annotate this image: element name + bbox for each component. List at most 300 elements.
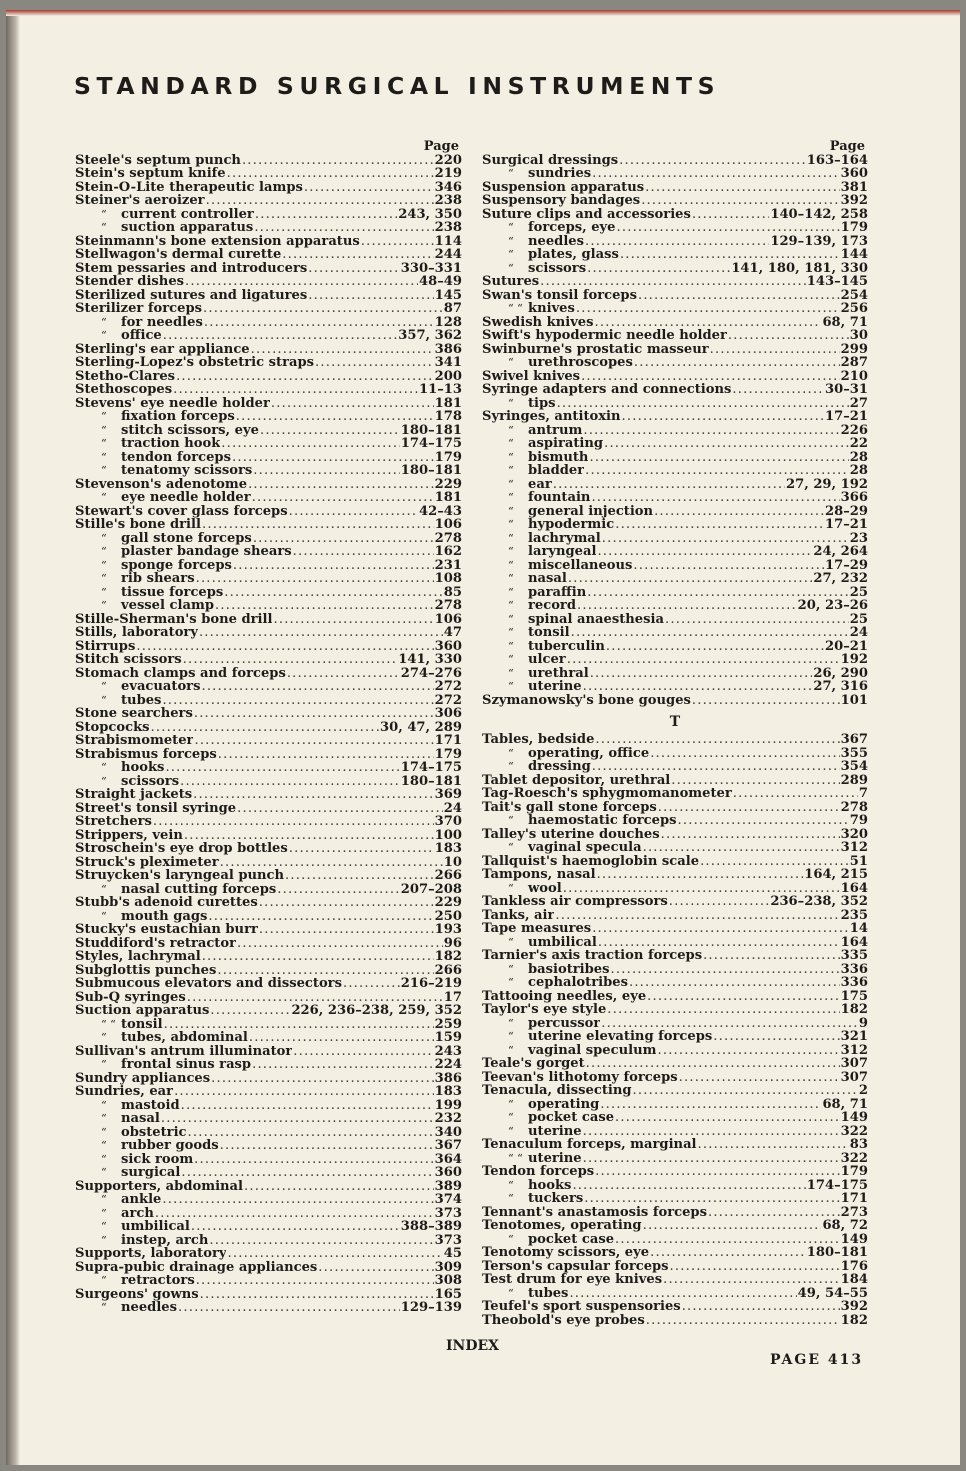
entry-page-number: 374 [434,1192,462,1207]
entry-page-number: 164, 215 [804,867,868,882]
entry-page-number: 210 [840,368,868,384]
dot-leader [304,181,434,195]
entry-text: Tennant's anastamosis forceps [482,1205,707,1219]
index-entry [482,167,868,181]
index-entry [482,1287,868,1301]
entry-label [482,868,596,882]
entry-page-number: 25 [849,611,868,627]
index-entry [75,1247,462,1261]
dot-leader [176,370,434,384]
dot-leader [568,572,812,586]
ditto-mark: “ [101,423,107,437]
index-entry [482,922,868,936]
entry-text: vaginal speculum [528,1043,657,1057]
index-entry [75,221,462,235]
entry-label [75,248,281,262]
entry-page-number: 306 [434,706,462,721]
entry-page-number: 17–29 [825,557,868,573]
dot-leader [567,653,840,667]
entry-label [482,410,621,424]
index-entry [75,356,462,370]
index-entry [75,748,462,762]
dot-leader [208,910,433,924]
entry-label [482,1003,606,1017]
ditto-mark: “ [508,760,514,773]
entry-text: gall stone forceps [121,531,252,545]
entry-label [482,383,731,397]
entry-text: frontal sinus rasp [121,1058,252,1072]
index-entry [482,289,868,303]
ditto-mark: “ [101,1206,107,1220]
dot-leader [710,343,840,357]
index-entry [482,586,868,600]
entry-label [482,1071,678,1085]
index-entry [75,694,462,708]
ditto-mark: “ [508,518,514,531]
dot-leader [232,451,434,465]
index-entry [75,235,462,249]
entry-label [75,1031,248,1045]
entry-label [75,923,258,937]
index-entry [75,680,462,694]
entry-page-number: 17 [443,989,462,1005]
entry-text: Stomach clamps and forceps [75,666,286,680]
entry-label [75,329,162,343]
entry-label [75,1261,317,1275]
entry-page-number: 176 [840,1258,868,1274]
ditto-mark: “ [508,639,514,653]
index-entry [482,1017,868,1031]
dot-leader [581,370,840,384]
entry-text: percussor [528,1016,601,1030]
entry-page-number: 226 [840,422,868,438]
entry-text: Tenaculum forceps, marginal [482,1138,697,1152]
book-spine-shadow [6,10,20,1465]
dot-leader [249,1031,434,1045]
entry-page-number: 159 [434,1030,462,1045]
index-entry [482,235,868,249]
entry-text: Stroschein's eye drop bottles [75,842,288,856]
ditto-mark: “ [101,1193,107,1206]
entry-page-number: 367 [434,1138,462,1153]
entry-label [482,1057,585,1071]
entry-label [75,289,307,303]
index-entry [482,1165,868,1179]
dot-leader [615,1111,840,1125]
entry-page-number: 174–175 [400,760,462,775]
entry-text: Steele's septum punch [75,153,241,167]
index-page [6,10,960,1465]
index-entry [75,1180,462,1194]
dot-leader [293,545,434,559]
entry-text: operating [528,1097,600,1111]
dot-leader [540,275,806,289]
entry-text: Tenacula, dissecting [482,1084,632,1098]
entry-text: office [121,329,162,343]
ditto-mark: “ [101,585,107,599]
entry-label [75,1193,161,1207]
entry-page-number: 200 [434,368,462,384]
entry-page-number: 79 [849,813,868,828]
entry-page-number: 174–175 [400,436,462,451]
dot-leader [163,329,397,343]
entry-text: uterine [528,1151,582,1165]
entry-page-number: 183 [434,1084,462,1099]
entry-page-number: 216–219 [400,976,462,991]
entry-label [482,505,653,519]
entry-label [482,275,539,289]
entry-label [75,707,193,721]
dot-leader [251,343,434,357]
dot-leader [153,815,434,829]
footer-page-number: PAGE 413 [770,1352,864,1368]
entry-page-number: 244 [434,247,462,262]
index-entry [75,437,462,451]
entry-text: Stevenson's adenotome [75,477,248,491]
entry-label [482,397,556,411]
dot-leader [600,1098,821,1112]
ditto-mark: “ [508,653,514,666]
entry-text: cephalotribes [528,976,628,990]
index-entry [75,586,462,600]
entry-page-number: 254 [840,287,868,303]
index-entry [75,788,462,802]
index-entry [75,599,462,613]
entry-text: rubber goods [121,1139,219,1153]
index-entry [482,532,868,546]
entry-label [482,1206,707,1220]
entry-text: suction apparatus [121,221,254,235]
entry-page-number: 299 [840,341,868,357]
entry-page-number: 355 [840,745,868,761]
entry-page-number: 360 [840,166,868,181]
entry-text: lachrymal [528,531,601,545]
entry-text: arch [121,1206,154,1220]
ditto-mark: “ [101,558,107,572]
entry-text: vaginal specula [528,841,642,855]
entry-text: scissors [121,774,180,788]
entry-page-number: 336 [840,961,868,977]
left-index-column [75,140,462,1315]
entry-label [75,478,247,492]
index-entry [482,1192,868,1206]
entry-text: for needles [121,315,203,329]
entry-text: bladder [528,464,585,478]
ditto-mark: “ [508,666,514,680]
entry-text: bismuth [528,450,589,464]
index-entry [482,1044,868,1058]
entry-page-number: 143–145 [806,274,868,289]
entry-label [75,842,288,856]
entry-label [482,478,552,492]
entry-page-number: 346 [434,179,462,195]
entry-text: Tenotomy scissors, eye [482,1246,650,1260]
entry-label [75,316,203,330]
dot-leader [201,680,433,694]
entry-page-number: 68, 71 [822,314,868,330]
entry-text: Stitch scissors [75,653,182,667]
entry-text: umbilical [528,935,597,949]
dot-leader [646,1314,840,1328]
entry-page-number: 68, 72 [822,1218,868,1233]
entry-text: paraffin [528,585,587,599]
entry-label [482,343,709,357]
entry-text: Tape measures [482,922,592,936]
entry-label [482,1098,599,1112]
entry-label [75,1112,160,1126]
index-entry [75,1085,462,1099]
dot-leader [308,262,400,276]
dot-leader [654,505,824,519]
ditto-mark: “ [101,315,107,329]
entry-page-number: 179 [434,449,462,465]
ditto-mark: “ [101,1058,107,1071]
entry-label [75,1301,177,1315]
dot-leader [202,950,434,964]
ditto-mark: “ [508,545,514,558]
entry-label [75,1274,195,1288]
entry-page-number: 236–238, 352 [770,894,868,909]
right-entry-list-s [482,154,868,708]
dot-leader [227,167,434,181]
index-entry [75,1234,462,1248]
index-entry [482,760,868,774]
dot-leader [638,289,840,303]
dot-leader [661,828,840,842]
dot-leader [679,1071,840,1085]
page-top-edge [6,10,960,16]
entry-label [482,747,649,761]
ditto-mark: “ [101,1166,107,1179]
dot-leader [692,694,840,708]
entry-text: knives [528,302,575,316]
dot-leader [285,869,434,883]
entry-text: Tallquist's haemoglobin scale [482,854,700,868]
index-entry [75,1193,462,1207]
entry-page-number: 47 [443,625,462,640]
dot-leader [650,747,839,761]
dot-leader [194,1153,433,1167]
entry-label [482,814,676,828]
entry-label [482,532,601,546]
entry-page-number: 164 [840,934,868,950]
index-entry [482,181,868,195]
index-entry [75,1288,462,1302]
entry-page-number: 229 [434,476,462,492]
index-entry [482,733,868,747]
entry-label [482,235,584,249]
entry-label [482,613,664,627]
entry-page-number: 330–331 [400,260,462,276]
dot-leader [200,1288,434,1302]
dot-leader [733,787,858,801]
entry-label [482,1111,614,1125]
index-entry [75,1031,462,1045]
index-entry [482,855,868,869]
entry-text: sundries [528,167,592,181]
entry-text: Teale's gorget [482,1057,585,1071]
dot-leader [253,532,434,546]
dot-leader [569,1287,796,1301]
dot-leader [248,478,434,492]
entry-text: uterine elevating forceps [528,1030,713,1044]
left-entry-list [75,154,462,1315]
entry-text: Swivel knives [482,369,581,383]
entry-label [482,667,589,681]
entry-label [75,586,223,600]
dot-leader [254,221,433,235]
index-entry [75,1045,462,1059]
index-entry [75,1099,462,1113]
entry-page-number: 183 [434,841,462,856]
index-entry [75,937,462,951]
index-entry [75,424,462,438]
dot-leader [196,572,434,586]
dot-leader [178,1301,400,1315]
entry-label [75,194,205,208]
entry-label [75,977,342,991]
entry-text: Tattooing needles, eye [482,989,647,1003]
dot-leader [185,275,418,289]
entry-label [75,1288,199,1302]
index-entry [482,1125,868,1139]
ditto-mark: “ [101,693,107,707]
ditto-mark: “ [508,464,514,477]
ditto-mark: “ [508,612,514,626]
index-entry [75,977,462,991]
ditto-mark: “ [101,450,107,464]
entry-text: sick room [121,1152,194,1166]
dot-leader [587,586,849,600]
entry-text: Swedish knives [482,315,594,329]
index-entry [75,1166,462,1180]
index-entry [482,1246,868,1260]
entry-text: tubes, abdominal [121,1031,248,1045]
entry-label [482,855,699,869]
entry-text: Sterling's ear appliance [75,342,250,356]
entry-text: spinal anaesthesia [528,612,664,626]
index-entry [482,680,868,694]
ditto-mark: “ [508,504,514,518]
entry-text: mastoid [121,1098,180,1112]
entry-label [482,262,586,276]
entry-page-number: 28–29 [825,503,868,519]
entry-page-number: 179 [434,746,462,762]
index-entry [482,1260,868,1274]
entry-text: Suction apparatus [75,1004,210,1018]
entry-page-number: 14 [849,921,868,936]
dot-leader [585,235,769,249]
index-entry [75,815,462,829]
entry-label [75,856,219,870]
dot-leader [583,1152,840,1166]
index-entry [75,194,462,208]
dot-leader [220,856,443,870]
entry-label [482,1152,582,1166]
index-entry [75,478,462,492]
entry-text: Szymanowsky's bone gouges [482,693,691,707]
entry-text: plaster bandage shears [121,545,292,559]
entry-text: Sundry appliances [75,1071,211,1085]
entry-text: fixation forceps [121,410,235,424]
dot-leader [583,424,839,438]
entry-page-number: 386 [434,1070,462,1086]
entry-page-number: 235 [840,907,868,923]
index-entry [75,653,462,667]
entry-page-number: 108 [434,571,462,586]
index-entry [482,653,868,667]
index-entry [482,437,868,451]
dot-leader [557,397,849,411]
entry-text: Tarnier's axis traction forceps [482,949,703,963]
entry-text: ear [528,477,552,491]
entry-page-number: 388–389 [400,1219,462,1234]
entry-page-number: 238 [434,220,462,235]
index-entry [482,640,868,654]
index-entry [482,356,868,370]
index-entry [75,316,462,330]
entry-label [75,896,258,910]
ditto-mark: “ [508,680,514,693]
entry-text: aspirating [528,437,604,451]
entry-label [482,1192,583,1206]
dot-leader [592,760,840,774]
entry-text: Stubb's adenoid curettes [75,896,258,910]
entry-label [75,1126,187,1140]
entry-label [482,774,670,788]
entry-label [75,383,172,397]
entry-text: Suspension apparatus [482,180,645,194]
dot-leader [224,586,442,600]
entry-label [75,653,182,667]
entry-page-number: 83 [849,1137,868,1152]
dot-leader [629,976,840,990]
dot-leader [227,1247,442,1261]
entry-text: tendon forceps [121,450,231,464]
entry-text: tissue forceps [121,585,224,599]
entry-text: tips [528,396,556,410]
entry-text: tonsil [121,1017,163,1031]
ditto-mark: “ [101,491,107,504]
dot-leader [252,491,434,505]
entry-page-number: 149 [840,1110,868,1125]
ditto-mark: “ [508,935,514,949]
index-entry [75,451,462,465]
ditto-mark: “ [101,329,107,342]
entry-page-number: 27 [849,395,868,411]
dot-leader [708,1206,840,1220]
entry-page-number: 272 [434,679,462,694]
ditto-mark: “ [101,437,107,450]
index-entry [482,1179,868,1193]
ditto-mark: “ [101,599,107,612]
index-entry [482,613,868,627]
ditto-mark: “ [101,572,107,585]
entry-page-number: 140–142, 258 [770,206,868,222]
entry-text: Swift's hypodermic needle holder [482,329,727,343]
entry-text: Surgical dressings [482,153,619,167]
entry-page-number: 51 [849,853,868,869]
entry-text: traction hook [121,437,221,451]
entry-page-number: 207–208 [400,881,462,897]
entry-text: Strippers, vein [75,828,183,842]
entry-text: tubes [121,693,162,707]
index-entry [75,505,462,519]
index-entry [482,478,868,492]
dot-leader [181,1166,433,1180]
entry-page-number: 322 [840,1123,868,1139]
index-entry [75,208,462,222]
